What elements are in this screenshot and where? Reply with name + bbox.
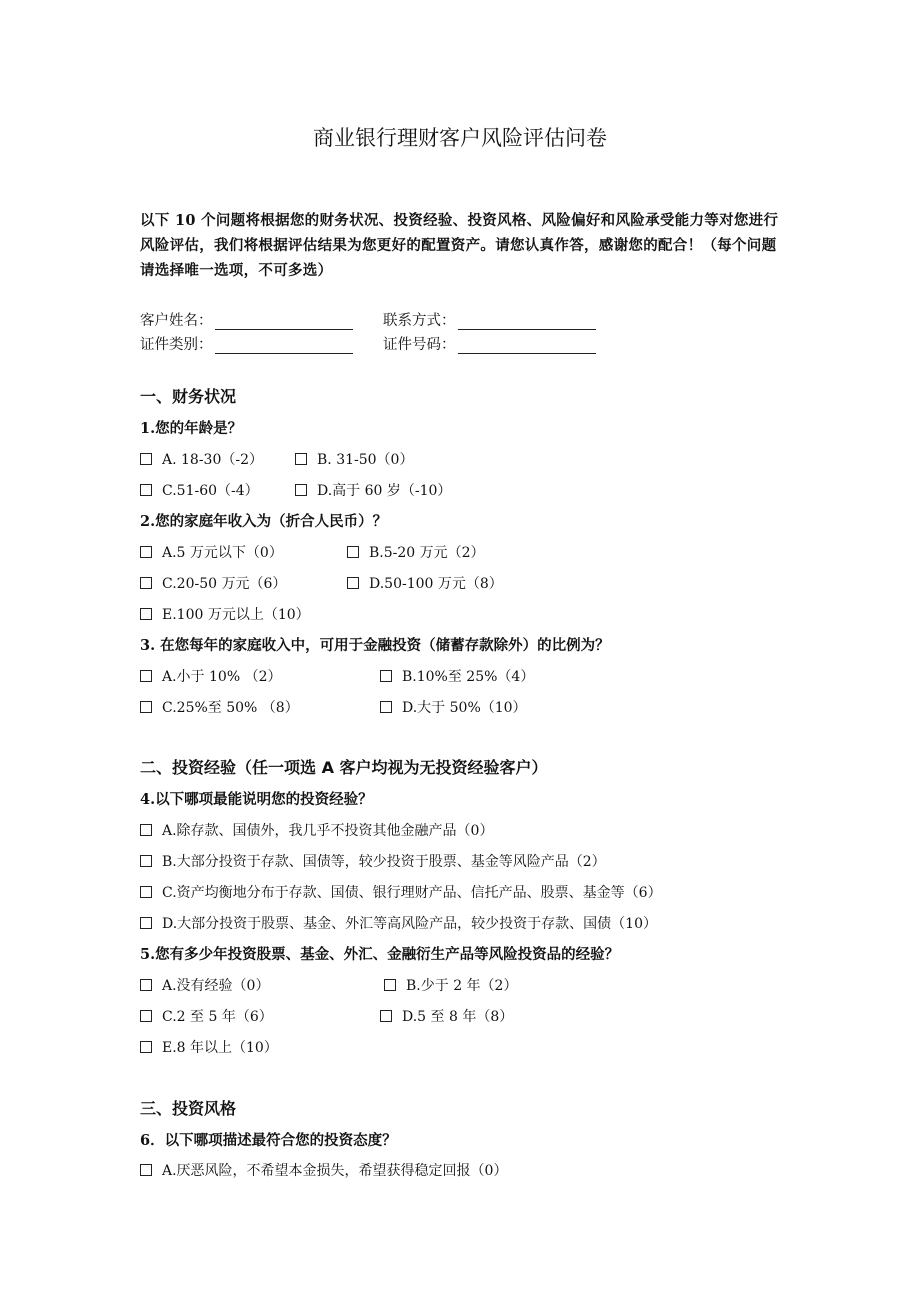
q2-options-row-2 bbox=[140, 573, 503, 593]
q3-option-c[interactable] bbox=[140, 697, 380, 717]
q4-option-c-label: C.资产均衡地分布于存款、国债、银行理财产品、信托产品、股票、基金等（6） bbox=[162, 885, 662, 901]
checkbox-icon[interactable] bbox=[140, 917, 152, 929]
q3-option-b[interactable] bbox=[380, 666, 534, 686]
checkbox-icon[interactable] bbox=[380, 670, 392, 682]
page-title: 商业银行理财客户风险评估问卷 bbox=[313, 126, 607, 150]
checkbox-icon[interactable] bbox=[347, 546, 359, 558]
checkbox-icon[interactable] bbox=[347, 577, 359, 589]
q2-option-c[interactable] bbox=[140, 573, 347, 593]
contact-label: 联系方式： bbox=[383, 313, 456, 329]
q3-option-d-label: D.大于 50%（10） bbox=[402, 700, 527, 716]
q4-option-b-label: B.大部分投资于存款、国债等，较少投资于股票、基金等风险产品（2） bbox=[162, 854, 606, 870]
q4-option-a[interactable] bbox=[140, 820, 493, 840]
id-type-label: 证件类别： bbox=[140, 337, 213, 353]
q4-option-b[interactable] bbox=[140, 851, 606, 871]
q3-option-c-label: C.25%至 50% （8） bbox=[162, 700, 299, 716]
q1-option-b[interactable] bbox=[295, 449, 413, 469]
q2-option-e-label: E.100 万元以上（10） bbox=[162, 607, 310, 623]
q5-option-b[interactable] bbox=[384, 975, 517, 995]
q2-options-row-1 bbox=[140, 542, 485, 562]
question-2: 2.您的家庭年收入为（折合人民币）？ bbox=[140, 513, 388, 530]
q4-option-d-label: D.大部分投资于股票、基金、外汇等高风险产品，较少投资于存款、国债（10） bbox=[162, 916, 657, 932]
q5-option-a-label: A.没有经验（0） bbox=[162, 978, 270, 994]
question-4: 4.以下哪项最能说明您的投资经验？ bbox=[140, 791, 373, 808]
q4-option-d[interactable] bbox=[140, 913, 657, 933]
checkbox-icon[interactable] bbox=[140, 608, 152, 620]
q5-option-a[interactable] bbox=[140, 975, 384, 995]
id-number-field[interactable] bbox=[383, 330, 626, 354]
q1-option-d-label: D.高于 60 岁（-10） bbox=[317, 483, 452, 499]
question-1: 1.您的年龄是？ bbox=[140, 420, 243, 437]
q4-option-a-label: A.除存款、国债外，我几乎不投资其他金融产品（0） bbox=[162, 823, 494, 839]
checkbox-icon[interactable] bbox=[140, 1164, 152, 1176]
question-3: 3. 在您每年的家庭收入中，可用于金融投资（储蓄存款除外）的比例为？ bbox=[140, 637, 610, 654]
q5-options-row-2 bbox=[140, 1006, 513, 1026]
section-investment-experience: 二、投资经验（任一项选 A 客户均视为无投资经验客户） bbox=[140, 758, 548, 777]
q3-options-row-2 bbox=[140, 697, 527, 717]
q5-option-d-label: D.5 至 8 年（8） bbox=[402, 1009, 514, 1025]
q2-option-c-label: C.20-50 万元（6） bbox=[162, 576, 287, 592]
section-financial-status: 一、财务状况 bbox=[140, 387, 237, 406]
checkbox-icon[interactable] bbox=[384, 979, 396, 991]
q2-option-a[interactable] bbox=[140, 542, 347, 562]
checkbox-icon[interactable] bbox=[295, 453, 307, 465]
checkbox-icon[interactable] bbox=[140, 453, 152, 465]
q1-option-c-label: C.51-60（-4） bbox=[162, 483, 259, 499]
q2-options-row-3 bbox=[140, 604, 310, 624]
q5-option-c-label: C.2 至 5 年（6） bbox=[162, 1009, 273, 1025]
checkbox-icon[interactable] bbox=[140, 1010, 152, 1022]
checkbox-icon[interactable] bbox=[140, 670, 152, 682]
q1-option-a-label: A. 18-30（-2） bbox=[162, 452, 264, 468]
q2-option-e[interactable] bbox=[140, 604, 310, 624]
q2-option-d[interactable] bbox=[347, 573, 503, 593]
customer-name-blank[interactable] bbox=[215, 313, 353, 330]
q6-option-a-label: A.厌恶风险，不希望本金损失，希望获得稳定回报（0） bbox=[162, 1163, 508, 1179]
q2-option-b[interactable] bbox=[347, 542, 485, 562]
q1-option-d[interactable] bbox=[295, 480, 451, 500]
checkbox-icon[interactable] bbox=[380, 701, 392, 713]
q1-option-b-label: B. 31-50（0） bbox=[317, 452, 414, 468]
q1-option-c[interactable] bbox=[140, 480, 295, 500]
q1-options-row-1 bbox=[140, 449, 413, 469]
question-6: 6．以下哪项描述最符合您的投资态度？ bbox=[140, 1132, 397, 1149]
checkbox-icon[interactable] bbox=[380, 1010, 392, 1022]
q4-option-c[interactable] bbox=[140, 882, 662, 902]
question-5: 5.您有多少年投资股票、基金、外汇、金融衍生产品等风险投资品的经验？ bbox=[140, 946, 620, 963]
q3-option-b-label: B.10%至 25%（4） bbox=[402, 669, 535, 685]
q1-options-row-2 bbox=[140, 480, 451, 500]
q5-option-e-label: E.8 年以上（10） bbox=[162, 1040, 278, 1056]
checkbox-icon[interactable] bbox=[140, 701, 152, 713]
q3-option-a[interactable] bbox=[140, 666, 380, 686]
checkbox-icon[interactable] bbox=[140, 577, 152, 589]
customer-name-label: 客户姓名： bbox=[140, 313, 213, 329]
q3-option-a-label: A.小于 10% （2） bbox=[162, 669, 282, 685]
id-number-label: 证件号码： bbox=[383, 337, 456, 353]
q5-option-d[interactable] bbox=[380, 1006, 513, 1026]
q5-option-b-label: B.少于 2 年（2） bbox=[406, 978, 518, 994]
checkbox-icon[interactable] bbox=[140, 979, 152, 991]
q6-option-a[interactable] bbox=[140, 1160, 507, 1180]
id-type-field[interactable] bbox=[140, 330, 383, 354]
q2-option-a-label: A.5 万元以下（0） bbox=[162, 545, 283, 561]
q3-option-d[interactable] bbox=[380, 697, 527, 717]
checkbox-icon[interactable] bbox=[140, 546, 152, 558]
checkbox-icon[interactable] bbox=[140, 886, 152, 898]
q3-options-row-1 bbox=[140, 666, 534, 686]
q5-options-row-3 bbox=[140, 1037, 278, 1057]
q2-option-b-label: B.5-20 万元（2） bbox=[369, 545, 485, 561]
q5-option-e[interactable] bbox=[140, 1037, 278, 1057]
customer-name-field[interactable] bbox=[140, 306, 383, 330]
q5-options-row-1 bbox=[140, 975, 517, 995]
section-investment-style: 三、投资风格 bbox=[140, 1099, 237, 1118]
q1-option-a[interactable] bbox=[140, 449, 295, 469]
q2-option-d-label: D.50-100 万元（8） bbox=[369, 576, 503, 592]
id-type-blank[interactable] bbox=[215, 337, 353, 354]
customer-info-fields bbox=[140, 306, 626, 354]
checkbox-icon[interactable] bbox=[140, 824, 152, 836]
checkbox-icon[interactable] bbox=[295, 484, 307, 496]
checkbox-icon[interactable] bbox=[140, 1041, 152, 1053]
contact-field[interactable] bbox=[383, 306, 626, 330]
intro-paragraph: 以下 10 个问题将根据您的财务状况、投资经验、投资风格、风险偏好和风险承受能力等对您进行风险评估，我们将根据评估结果为您更好的配置资产。请您认真作答，感谢您的配合！（每个问题请选择唯一选项，不可多选） bbox=[140, 212, 779, 279]
checkbox-icon[interactable] bbox=[140, 855, 152, 867]
contact-blank[interactable] bbox=[458, 313, 596, 330]
checkbox-icon[interactable] bbox=[140, 484, 152, 496]
id-number-blank[interactable] bbox=[458, 337, 596, 354]
q5-option-c[interactable] bbox=[140, 1006, 380, 1026]
